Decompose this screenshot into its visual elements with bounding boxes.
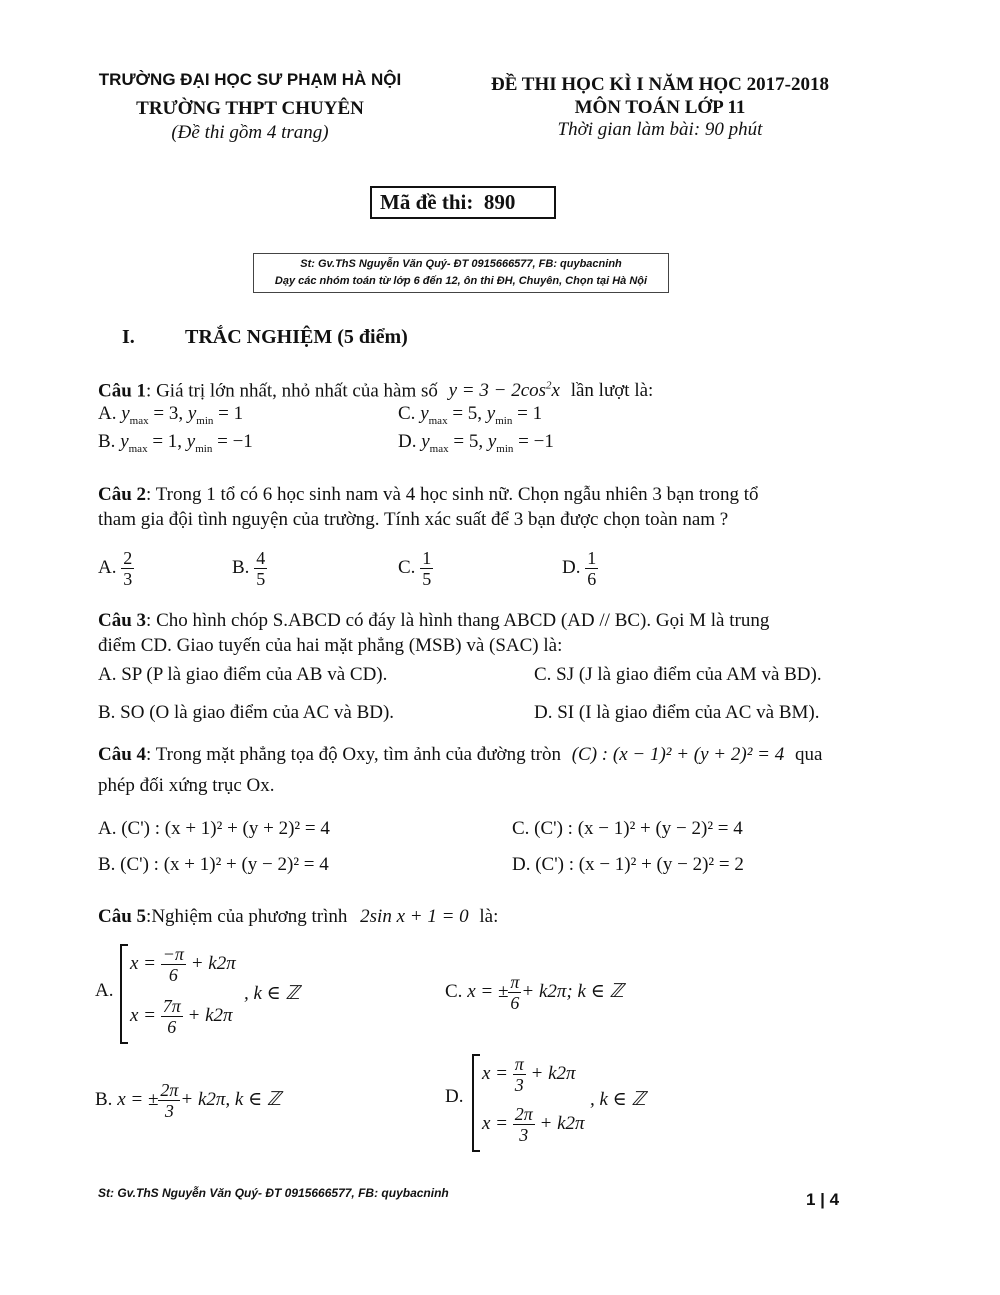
credit-box	[253, 253, 669, 293]
q5-text: :Nghiệm của phương trình	[146, 906, 348, 927]
q4-label: Câu 4	[98, 744, 147, 765]
q3-text-1: : Cho hình chóp S.ABCD có đáy là hình thang ABCD (AD // BC). Gọi M là trung	[146, 610, 770, 631]
credit-line-2: Dạy các nhóm toán từ lớp 6 đến 12, ôn thi ĐH, Chuyên, Chọn tại Hà Nội	[274, 275, 648, 287]
q1-option-c[interactable]: C. $y_{max} = 5$, $y_{min} = 1$	[398, 403, 543, 427]
q5-label: Câu 5	[98, 906, 147, 927]
q3-text-2: điểm CD. Giao tuyến của hai mặt phẳng (MSB) và (SAC) là:	[98, 635, 563, 656]
q4-text-2: phép đối xứng trục Ox.	[98, 775, 275, 796]
q5-option-d-bracket	[472, 1054, 480, 1152]
q5-option-b[interactable]: B. x = ± $\frac{2\pi}{3}$ + k2π, k ∈ ℤ	[95, 1080, 282, 1121]
q2-option-c[interactable]: C. $\frac{1}{5}$	[398, 548, 432, 589]
q4-option-a[interactable]: A. (C') : (x + 1)² + (y + 2)² = 4	[98, 818, 330, 839]
footer-credit: St: Gv.ThS Nguyễn Văn Quý- ĐT 0915666577, FB: quybacninh	[98, 1186, 449, 1200]
q5-option-a-bracket	[120, 944, 128, 1044]
q5-option-d-line-2[interactable]: x = $\frac{2\pi}{3}$ + k2π	[482, 1104, 585, 1145]
q2-text-1: : Trong 1 tổ có 6 học sinh nam và 4 học sinh nữ. Chọn ngẫu nhiên 3 bạn trong tổ	[146, 484, 759, 505]
q5-equation: 2sin x + 1 = 0	[360, 906, 469, 927]
q4-text-1-end: qua	[794, 744, 823, 765]
q5-option-a-tail: , k ∈ ℤ	[244, 983, 300, 1004]
q1-expr: $y = 3 - 2\cos^2x$	[448, 380, 560, 402]
q4-circle-eq: (C) : (x − 1)² + (y + 2)² = 4	[571, 744, 785, 765]
q1-text: : Giá trị lớn nhất, nhỏ nhất của hàm số	[146, 380, 438, 402]
q2-label: Câu 2	[98, 484, 147, 505]
question-4	[98, 742, 898, 798]
exam-code: Mã đề thi: 890	[370, 186, 556, 219]
q1-text-end: lần lượt là:	[570, 380, 654, 402]
q5-option-a-letter[interactable]: A.	[95, 980, 114, 1001]
pages-note: (Đề thi gồm 4 trang)	[171, 122, 329, 143]
q3-option-a[interactable]: A. SP (P là giao điểm của AB và CD).	[98, 664, 388, 685]
exam-title: ĐỀ THI HỌC KÌ I NĂM HỌC 2017-2018	[491, 74, 829, 95]
question-2	[98, 482, 898, 532]
q2-option-b[interactable]: B. $\frac{4}{5}$	[232, 548, 266, 589]
q5-option-d-letter[interactable]: D.	[445, 1086, 464, 1107]
subject: MÔN TOÁN LỚP 11	[574, 97, 746, 118]
question-5	[98, 904, 898, 929]
q1-option-a[interactable]: A. $y_{max} = 3$, $y_{min} = 1$	[98, 403, 244, 427]
q5-text-end: là:	[479, 906, 499, 927]
q4-option-b[interactable]: B. (C') : (x + 1)² + (y − 2)² = 4	[98, 854, 329, 875]
q4-option-c[interactable]: C. (C') : (x − 1)² + (y − 2)² = 4	[512, 818, 743, 839]
q4-option-d[interactable]: D. (C') : (x − 1)² + (y − 2)² = 2	[512, 854, 744, 875]
question-3	[98, 608, 898, 658]
section-number: I.	[122, 326, 135, 348]
school-name: TRƯỜNG THPT CHUYÊN	[136, 98, 364, 119]
q5-option-d-tail: , k ∈ ℤ	[590, 1089, 646, 1110]
section-title: TRẮC NGHIỆM (5 điểm)	[185, 326, 408, 348]
q3-option-c[interactable]: C. SJ (J là giao điểm của AM và BD).	[534, 664, 822, 685]
q5-option-a-line-1[interactable]: x = $\frac{-\pi}{6}$ + k2π	[130, 944, 236, 985]
q5-option-c[interactable]: C. x = ± $\frac{\pi}{6}$ + k2π; k ∈ ℤ	[445, 972, 624, 1013]
q1-label: Câu 1	[98, 380, 147, 402]
page-number: 1 | 4	[806, 1190, 840, 1209]
q3-option-d[interactable]: D. SI (I là giao điểm của AC và BM).	[534, 702, 820, 723]
q1-option-b[interactable]: B. $y_{max} = 1$, $y_{min} = -1$	[98, 431, 253, 455]
q5-option-a-line-2[interactable]: x = $\frac{7\pi}{6}$ + k2π	[130, 996, 233, 1037]
q4-text-1: : Trong mặt phẳng tọa độ Oxy, tìm ảnh của đường tròn	[146, 744, 561, 765]
q2-option-d[interactable]: D. $\frac{1}{6}$	[562, 548, 597, 589]
q3-option-b[interactable]: B. SO (O là giao điểm của AC và BD).	[98, 702, 395, 723]
q1-option-d[interactable]: D. $y_{max} = 5$, $y_{min} = -1$	[398, 431, 554, 455]
q2-option-a[interactable]: A. $\frac{2}{3}$	[98, 548, 133, 589]
q2-text-2: tham gia đội tình nguyện của trường. Tính xác suất để 3 bạn được chọn toàn nam ?	[98, 509, 729, 530]
credit-line-1: St: Gv.ThS Nguyễn Văn Quý- ĐT 0915666577, FB: quybacninh	[300, 258, 622, 270]
exam-time: Thời gian làm bài: 90 phút	[557, 119, 763, 140]
university-name: TRƯỜNG ĐẠI HỌC SƯ PHẠM HÀ NỘI	[98, 70, 402, 89]
q3-label: Câu 3	[98, 610, 147, 631]
question-1	[98, 374, 898, 403]
q5-option-d-line-1[interactable]: x = $\frac{\pi}{3}$ + k2π	[482, 1054, 576, 1095]
